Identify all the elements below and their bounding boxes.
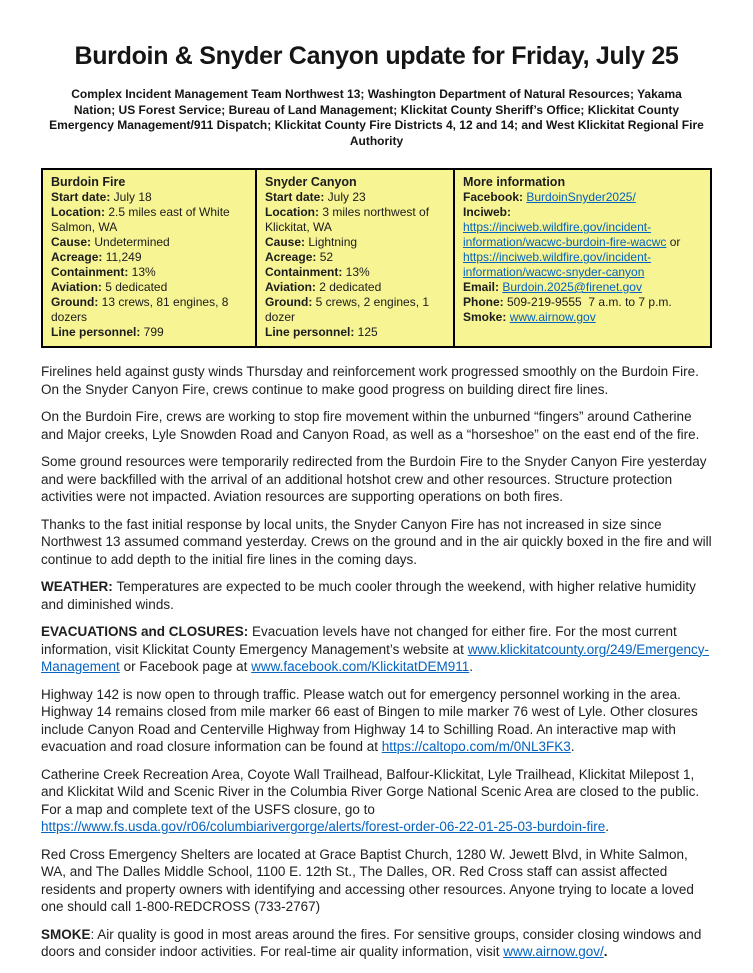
info-line bbox=[51, 235, 247, 250]
column-title-snyder-canyon: Snyder Canyon bbox=[265, 175, 357, 189]
info-line bbox=[265, 295, 445, 325]
info-line bbox=[265, 190, 445, 205]
info-column-snyder-canyon bbox=[255, 170, 453, 346]
bold-text: Location: bbox=[265, 205, 319, 219]
text-run: 799 bbox=[140, 325, 164, 339]
bold-text: Aviation: bbox=[51, 280, 102, 294]
email-link[interactable]: Burdoin.2025@firenet.gov bbox=[502, 280, 642, 294]
bold-text: Cause: bbox=[51, 235, 92, 249]
paragraph-red-cross-shelters bbox=[41, 846, 712, 916]
text-run: Undetermined bbox=[91, 235, 170, 249]
paragraph-firelines-update bbox=[41, 363, 712, 398]
info-column-burdoin-fire bbox=[43, 170, 255, 346]
text-run: 13% bbox=[128, 265, 156, 279]
text-run: 52 bbox=[316, 250, 334, 264]
text-run: Thanks to the fast initial response by local units, the Snyder Canyon Fire has not increased in size since Northwest 13 assumed command yesterday. Crews on the ground and in the air quickly boxed in the fire and will continue to add depth to the initial fire lines in the coming days. bbox=[41, 516, 712, 567]
text-run: . bbox=[570, 739, 575, 754]
paragraph-evacuations-closures bbox=[41, 623, 712, 676]
bold-text: Containment: bbox=[265, 265, 343, 279]
bold-text: Ground: bbox=[265, 295, 313, 309]
info-line bbox=[51, 250, 247, 265]
info-line bbox=[51, 205, 247, 235]
bold-text: Smoke: bbox=[463, 310, 510, 324]
bold-text: Location: bbox=[51, 205, 105, 219]
paragraph-snyder-initial-response bbox=[41, 516, 712, 569]
text-run: On the Burdoin Fire, crews are working to stop fire movement within the unburned “fingers” around Catherine and Major creeks, Lyle Snowden Road and Canyon Road, as well as a “horseshoe” on the east end of the fire. bbox=[41, 409, 700, 442]
text-run: July 18 bbox=[110, 190, 152, 204]
info-line bbox=[265, 265, 445, 280]
klickitat-county-emergency-link[interactable]: www.klickitatcounty.org/249/Emergency-Management bbox=[41, 641, 710, 674]
page-title: Burdoin & Snyder Canyon update for Friday, July 25 bbox=[74, 42, 679, 70]
column-title-burdoin-fire: Burdoin Fire bbox=[51, 175, 126, 189]
text-run: or bbox=[666, 235, 681, 249]
text-run: 5 dedicated bbox=[101, 280, 168, 294]
bold-text: WEATHER: bbox=[41, 579, 117, 594]
info-line bbox=[51, 265, 247, 280]
text-run: Some ground resources were temporarily redirected from the Burdoin Fire to the Snyder Canyon Fire yesterday and were backfilled with the arrival of an additional hotshot crew and other resources. Structure protection activities were not impacted. Aviation resources are supporting operations on both fires. bbox=[41, 454, 707, 504]
info-line bbox=[463, 190, 702, 205]
text-run: Red Cross Emergency Shelters are located at Grace Baptist Church, 1280 W. Jewett Blvd, in White Salmon, WA, and The Dalles Middle School, 1100 E. 12th St., The Dalles, OR. Red Cross staff can assist affected residents and property owners with identifying and accessing other resources. Anyone trying to locate a loved one should call 1-800-REDCROSS (733-2767) bbox=[41, 846, 694, 914]
info-line bbox=[463, 310, 702, 325]
info-line bbox=[265, 280, 445, 295]
text-run: 125 bbox=[354, 325, 378, 339]
info-line bbox=[265, 325, 445, 340]
agencies-subtitle: Complex Incident Management Team Northwest 13; Washington Department of Natural Resources; Yakama Nation; US Forest Service; Bureau of Land Management; Klickitat County Sheriff’s Office; Klickitat County Emergency Management/911 Dispatch; Klickitat County Fire Districts 4, 12 and 14; and West Klickitat Regional Fire Authority bbox=[49, 87, 704, 148]
inciweb-snyder-link[interactable]: https://inciweb.wildfire.gov/incident-information/wacwc-snyder-canyon bbox=[463, 250, 652, 279]
text-run: Firelines held against gusty winds Thursday and reinforcement work progressed smoothly on the Burdoin Fire. On the Snyder Canyon Fire, crews continue to make good progress on building direct fire lines. bbox=[41, 364, 699, 397]
info-line bbox=[463, 295, 702, 310]
paragraph-highway-closures bbox=[41, 686, 712, 756]
info-line bbox=[265, 205, 445, 235]
text-run: Catherine Creek Recreation Area, Coyote Wall Trailhead, Balfour-Klickitat, Lyle Trailhead, Klickitat Milepost 1, and Klickitat Wild and Scenic River in the Columbia River Gorge National Scenic Area are closed to the public. For a map and complete text of the USFS closure, go to bbox=[41, 766, 700, 817]
text-run: Lightning bbox=[305, 235, 358, 249]
bold-text: Line personnel: bbox=[51, 325, 141, 339]
info-line bbox=[463, 280, 702, 295]
bold-text: SMOKE bbox=[41, 926, 91, 942]
text-run: . bbox=[605, 819, 610, 834]
bold-text: Ground: bbox=[51, 295, 99, 309]
bold-text: Line personnel: bbox=[265, 325, 355, 339]
text-run: : Air quality is good in most areas around the fires. For sensitive groups, consider closing windows and doors and consider indoor activities. For real-time air quality information, visit bbox=[41, 926, 702, 959]
bold-text: Start date: bbox=[265, 190, 325, 204]
facebook-page-link[interactable]: BurdoinSnyder2025/ bbox=[526, 190, 636, 204]
usfs-closure-order-link[interactable]: https://www.fs.usda.gov/r06/columbiarivergorge/alerts/forest-order-06-22-01-25-03-burdoin-fire bbox=[41, 819, 606, 834]
info-line bbox=[51, 325, 247, 340]
text-run: or Facebook page at bbox=[119, 659, 252, 674]
column-title-more-information: More information bbox=[463, 175, 566, 189]
bold-text: Acreage: bbox=[265, 250, 317, 264]
paragraph-burdoin-operations bbox=[41, 408, 712, 443]
bold-text: Phone: bbox=[463, 295, 507, 309]
info-line bbox=[265, 235, 445, 250]
inciweb-burdoin-link[interactable]: https://inciweb.wildfire.gov/incident-information/wacwc-burdoin-fire-wacwc bbox=[463, 220, 667, 249]
paragraph-recreation-closures bbox=[41, 766, 712, 836]
text-run: Temperatures are expected to be much cooler through the weekend, with higher relative humidity and diminished winds. bbox=[41, 579, 696, 612]
text-run: 13 crews, 81 engines, 8 dozers bbox=[51, 295, 229, 324]
text-run: 2 dedicated bbox=[315, 280, 382, 294]
bold-text: Facebook: bbox=[463, 190, 527, 204]
klickitat-dem911-link[interactable]: www.facebook.com/KlickitatDEM911 bbox=[251, 659, 470, 674]
text-run: 5 crews, 2 engines, 1 dozer bbox=[265, 295, 430, 324]
text-run: 13% bbox=[342, 265, 370, 279]
paragraph-resource-redirection bbox=[41, 453, 712, 506]
info-line bbox=[265, 250, 445, 265]
text-run: 11,249 bbox=[102, 250, 142, 264]
text-run: July 23 bbox=[324, 190, 366, 204]
airnow-smoke-link[interactable]: www.airnow.gov bbox=[509, 310, 596, 324]
bold-text: Start date: bbox=[51, 190, 111, 204]
caltopo-map-link[interactable]: https://caltopo.com/m/0NL3FK3 bbox=[381, 739, 571, 754]
fire-info-table bbox=[41, 168, 712, 348]
bold-text: Email: bbox=[463, 280, 503, 294]
info-line bbox=[51, 280, 247, 295]
bold-text: Containment: bbox=[51, 265, 129, 279]
info-line bbox=[51, 190, 247, 205]
text-run: Evacuation levels have not changed for either fire. For the most current information, visit Klickitat County Emergency Management’s website at bbox=[41, 624, 677, 657]
paragraph-weather bbox=[41, 578, 712, 613]
bold-text: Cause: bbox=[265, 235, 306, 249]
bold-text: Aviation: bbox=[265, 280, 316, 294]
paragraph-smoke bbox=[41, 926, 712, 961]
info-column-more-information bbox=[453, 170, 710, 346]
text-run: . bbox=[469, 659, 474, 674]
bold-text: Acreage: bbox=[51, 250, 103, 264]
info-line bbox=[463, 205, 702, 280]
text-run: 2.5 miles east of White Salmon, WA bbox=[51, 205, 230, 234]
text-run: Highway 142 is now open to through traffic. Please watch out for emergency personnel working in the area. Highway 14 remains closed from mile marker 66 east of Bingen to mile marker 76 west of Lyle. Other closures include Canyon Road and Centerville Highway from Highway 14 to Schilling Road. An interactive map with evacuation and road closure information can be found at bbox=[41, 686, 698, 754]
bold-text: . bbox=[603, 944, 608, 959]
bold-text: EVACUATIONS and CLOSURES: bbox=[41, 624, 253, 639]
bold-text: Inciweb: bbox=[463, 205, 512, 219]
info-line bbox=[51, 295, 247, 325]
body-text bbox=[41, 363, 712, 961]
text-run: 3 miles northwest of Klickitat, WA bbox=[265, 205, 430, 234]
text-run: 509-219-9555 7 a.m. to 7 p.m. bbox=[507, 295, 672, 309]
airnow-body-link[interactable]: www.airnow.gov/ bbox=[503, 944, 604, 959]
